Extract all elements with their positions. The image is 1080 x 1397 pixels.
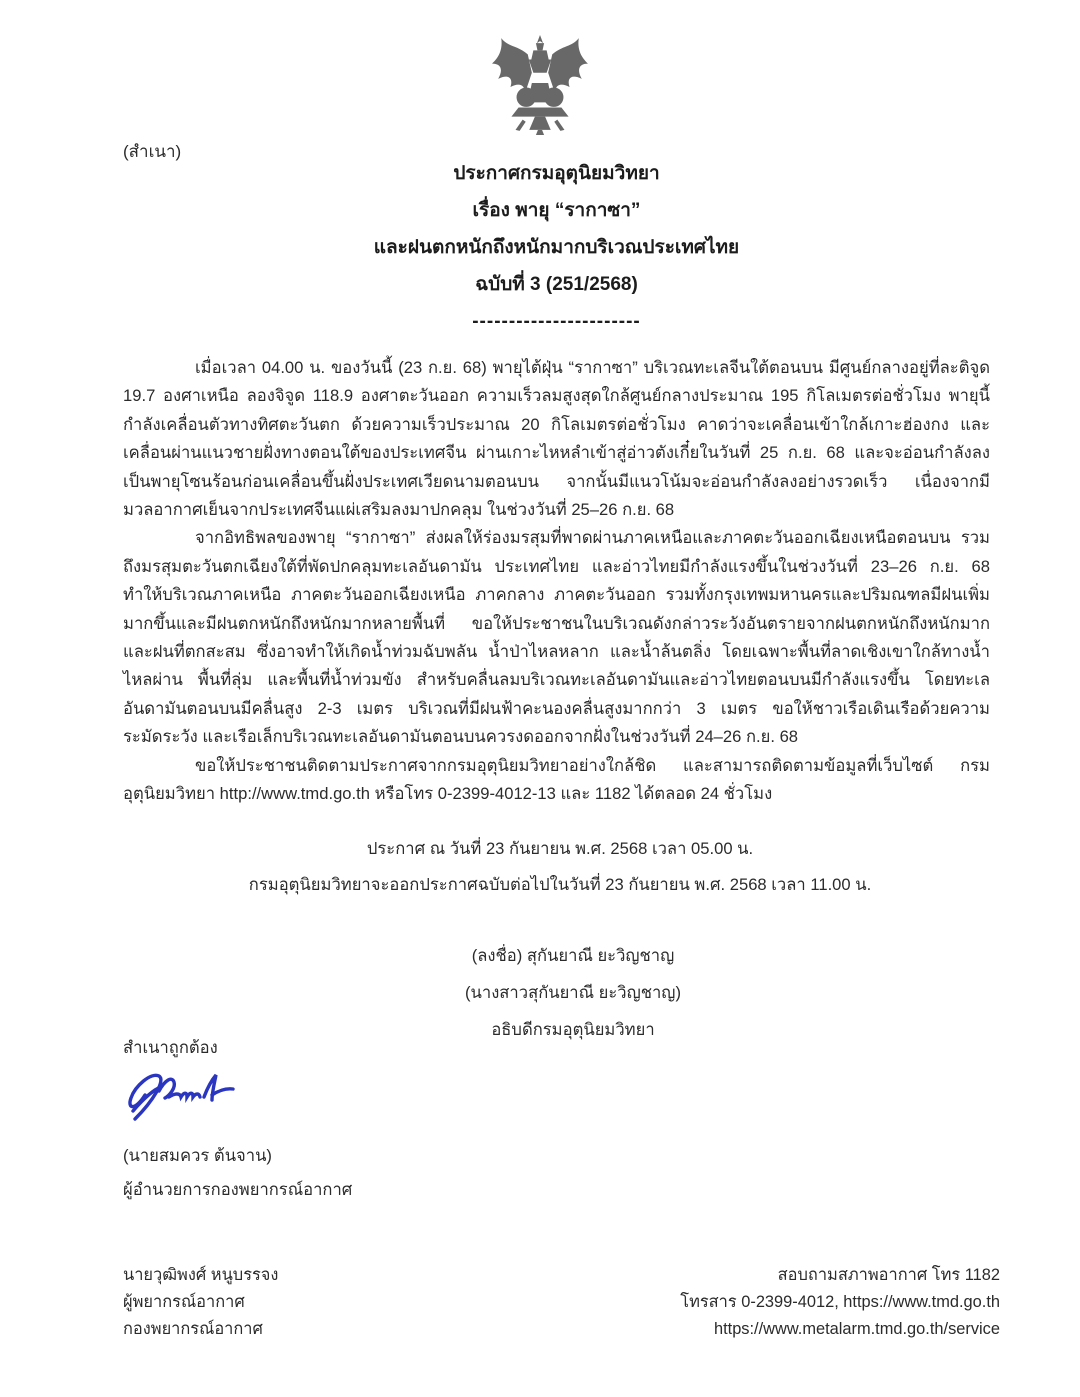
weather-hotline: สอบถามสภาพอากาศ โทร 1182 bbox=[777, 1266, 1000, 1284]
paragraph-storm-status: เมื่อเวลา 04.00 น. ของวันนี้ (23 ก.ย. 68) พายุไต้ฝุ่น “รากาซา” บริเวณทะเลจีนใต้ตอนบน มีศูนย์กลางอยู่ที่ละติจูด 19.7 องศาเหนือ ลองจิจูด 118.9 องศาตะวันออก ความเร็วลมสูงสุดใกล้ศูนย์กลางประมาณ 195 กิโลเมตรต่อชั่วโมง พายุนี้กำลังเคลื่อนตัวทางทิศตะวันตก ด้วยความเร็วประมาณ 20 กิโลเมตรต่อชั่วโมง คาดว่าจะเคลื่อนเข้าใกล้เกาะฮ่องกง และเคลื่อนผ่านแนวชายฝั่งทางตอนใต้ของประเทศจีน ผ่านเกาะไหหลำเข้าสู่อ่าวตังเกี๋ยในวันที่ 25 ก.ย. 68 และจะอ่อนกำลังลงเป็นพายุโซนร้อนก่อนเคลื่อนขึ้นฝั่งประเทศเวียดนามตอนบน จากนั้นมีแนวโน้มจะอ่อนกำลังลงอย่างรวดเร็ว เนื่องจากมีมวลอากาศเย็นจากประเทศจีนแผ่เสริมลงมาปกคลุม ในช่วงวันที่ 25–26 ก.ย. 68 bbox=[123, 358, 990, 520]
paragraph-impact-warning: จากอิทธิพลของพายุ “รากาซา” ส่งผลให้ร่องมรสุมที่พาดผ่านภาคเหนือและภาคตะวันออกเฉียงเหนือตอนบน รวมถึงมรสุมตะวันตกเฉียงใต้ที่พัดปกคลุมทะเลอันดามัน ประเทศไทย และอ่าวไทยมีกำลังแรงขึ้นในช่วงวันที่ 23–26 ก.ย. 68 ทำให้บริเวณภาคเหนือ ภาคตะวันออกเฉียงเหนือ ภาคกลาง ภาคตะวันออก รวมทั้งกรุงเทพมหานครและปริมณฑลมีฝนเพิ่มมากขึ้นและมีฝนตกหนักถึงหนักมากหลายพื้นที่ ขอให้ประชาชนในบริเวณดังกล่าวระวังอันตรายจากฝนตกหนักถึงหนักมากและฝนที่ตกสะสม ซึ่งอาจทำให้เกิดน้ำท่วมฉับพลัน น้ำป่าไหลหลาก และน้ำล้นตลิ่ง โดยเฉพาะพื้นที่ลาดเชิงเขาใกล้ทางน้ำไหลผ่าน พื้นที่ลุ่ม และพื้นที่น้ำท่วมขัง สำหรับคลื่นลมบริเวณทะเลอันดามันและอ่าวไทยตอนบนมีกำลังแรงขึ้น โดยทะเลอันดามันตอนบนมีคลื่นสูง 2-3 เมตร บริเวณที่มีฝนฟ้าคะนองคลื่นสูงมากกว่า 3 เมตร ขอให้ชาวเรือเดินเรือด้วยความระมัดระวัง และเรือเล็กบริเวณทะเลอันดามันตอนบนควรงดออกจากฝั่งในช่วงวันที่ 24–26 ก.ย. 68 bbox=[123, 528, 990, 747]
signatory-position: อธิบดีกรมอุตุนิยมวิทยา bbox=[491, 1019, 655, 1039]
emblem-container bbox=[0, 0, 1080, 141]
contact-block bbox=[680, 1262, 1000, 1343]
alert-service-url: https://www.metalarm.tmd.go.th/service bbox=[713, 1320, 1000, 1338]
issued-date-line: ประกาศ ณ วันที่ 23 กันยายน พ.ศ. 2568 เวลา 05.00 น. bbox=[366, 838, 754, 858]
garuda-emblem-icon bbox=[489, 34, 591, 141]
next-issue-line: กรมอุตุนิยมวิทยาจะออกประกาศฉบับต่อไปในวันที่ 23 กันยายน พ.ศ. 2568 เวลา 11.00 น. bbox=[248, 874, 872, 894]
title-divider: ----------------------- bbox=[472, 311, 641, 332]
fax-and-website: โทรสาร 0-2399-4012, https://www.tmd.go.th bbox=[680, 1293, 1000, 1311]
certified-copy-label: สำเนาถูกต้อง bbox=[123, 1038, 218, 1057]
copy-label: (สำเนา) bbox=[123, 142, 182, 161]
forecaster-title: ผู้พยากรณ์อากาศ bbox=[123, 1293, 245, 1311]
paragraph-follow-updates: ขอให้ประชาชนติดตามประกาศจากกรมอุตุนิยมวิทยาอย่างใกล้ชิด และสามารถติดตามข้อมูลที่เว็บไซต์ กรมอุตุนิยมวิทยา http://www.tmd.go.th หรือโทร 0-2399-4012-13 และ 1182 ได้ตลอด 24 ชั่วโมง bbox=[123, 755, 990, 804]
document-title: ประกาศกรมอุตุนิยมวิทยา bbox=[453, 163, 660, 184]
title-block bbox=[0, 155, 1080, 340]
handwritten-signature-icon bbox=[125, 1067, 352, 1135]
signatory-block bbox=[0, 937, 1080, 1048]
page-footer bbox=[123, 1262, 1000, 1343]
signed-by-line: (ลงชื่อ) สุกันยาณี ยะวิญชาญ bbox=[471, 945, 675, 965]
issue-number: ฉบับที่ 3 (251/2568) bbox=[475, 274, 638, 295]
document-subject-2: และฝนตกหนักถึงหนักมากบริเวณประเทศไทย bbox=[373, 237, 740, 258]
document-subject: เรื่อง พายุ “รากาซา” bbox=[472, 200, 641, 221]
forecaster-division: กองพยากรณ์อากาศ bbox=[123, 1320, 263, 1338]
certification-block bbox=[123, 1033, 352, 1205]
issued-block bbox=[0, 831, 1080, 903]
forecaster-block bbox=[123, 1262, 278, 1343]
certifier-name: (นายสมควร ต้นจาน) bbox=[123, 1146, 272, 1165]
forecaster-name: นายวุฒิพงศ์ หนูบรรจง bbox=[123, 1266, 279, 1284]
document-body bbox=[0, 340, 1080, 809]
signatory-name: (นางสาวสุกันยาณี ยะวิญชาญ) bbox=[465, 982, 681, 1002]
certifier-position: ผู้อำนวยการกองพยากรณ์อากาศ bbox=[123, 1180, 353, 1199]
